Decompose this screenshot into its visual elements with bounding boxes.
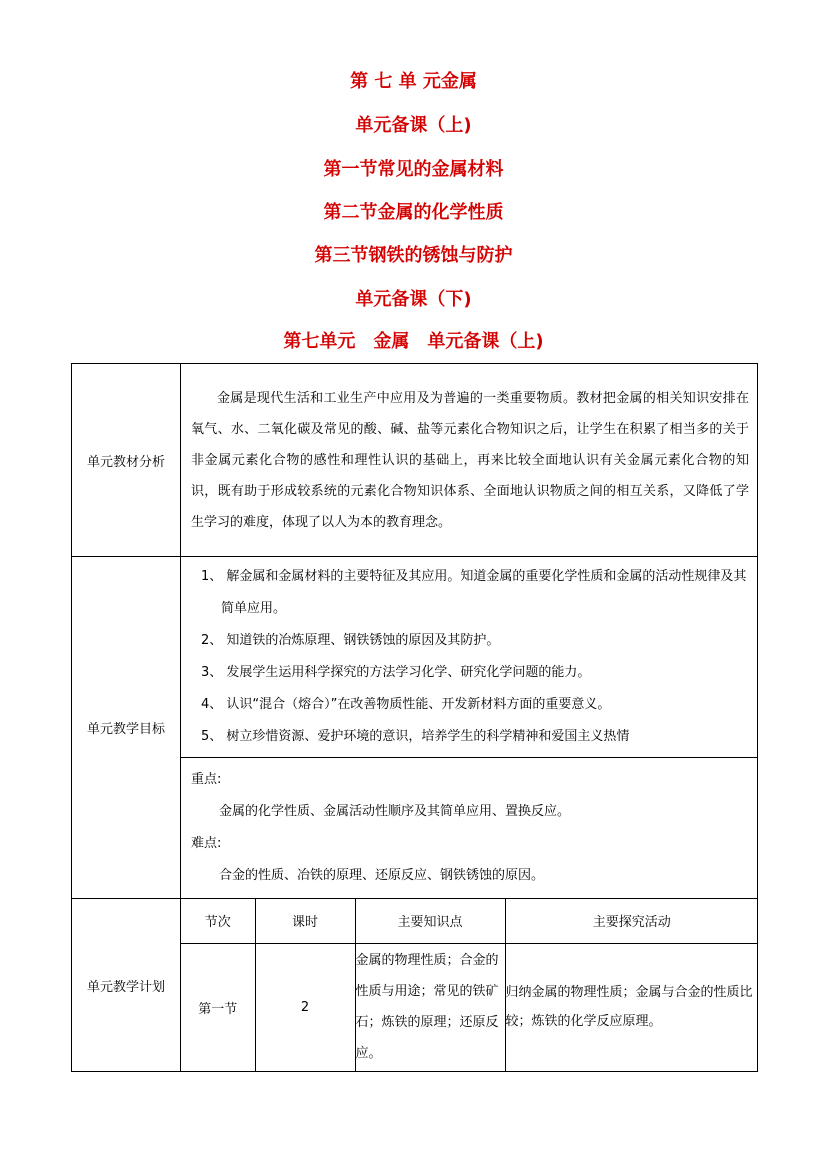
col-header-hours: 课时: [255, 899, 355, 943]
key-label: 重点:: [191, 772, 222, 787]
goal-item: 5、 树立珍惜资源、爱护环境的意识，培养学生的科学精神和爱国主义热情: [201, 729, 630, 744]
plan-row: [72, 899, 758, 1072]
cell-knowledge: 金属的物理性质；合金的性质与用途；常见的铁矿石；炼铁的原理；还原反应。: [355, 943, 505, 1071]
difficulty-label: 难点:: [191, 836, 222, 851]
table-title: 第七单元 金属 单元备课（上): [283, 331, 544, 352]
analysis-label: 单元教材分析: [72, 364, 181, 557]
goals-list: [181, 557, 757, 757]
unit-title: 第 七 单 元金属: [350, 71, 477, 92]
cell-activity: 归纳金属的物理性质；金属与合金的性质比较；炼铁的化学反应原理。: [505, 943, 758, 1071]
col-header-activity: 主要探究活动: [505, 899, 758, 943]
table-row: [181, 943, 758, 1071]
col-header-section: 节次: [181, 899, 255, 943]
goals-row: [72, 557, 758, 758]
plan-table: [181, 899, 758, 1071]
difficulty-text: 合金的性质、冶铁的原理、还原反应、钢铁锈蚀的原因。: [219, 868, 545, 883]
unit-plan-table: [71, 363, 758, 1072]
plan-label: 单元教学计划: [72, 899, 181, 1072]
goal-item: 2、 知道铁的冶炼原理、钢铁锈蚀的原因及其防护。: [201, 633, 500, 648]
key-text: 金属的化学性质、金属活动性顺序及其简单应用、置换反应。: [219, 804, 571, 819]
heading-section-1: 第一节常见的金属材料: [323, 159, 504, 180]
key-points: [181, 758, 757, 898]
goals-label: 单元教学目标: [72, 557, 181, 899]
heading-section-2: 第二节金属的化学性质: [323, 202, 504, 223]
heading-section-3: 第三节钢铁的锈蚀与防护: [314, 245, 513, 266]
analysis-text: 金属是现代生活和工业生产中应用及为普遍的一类重要物质。教材把金属的相关知识安排在氧气、水、二氧化碳及常见的酸、碱、盐等元素化合物知识之后，让学生在积累了相当多的关于非金属元素化合物的感性和理性认识的基础上，再来比较全面地认识有关金属元素化合物的知识，既有助于形成较系统的元素化合物知识体系、全面地认识物质之间的相互关系，又降低了学生学习的难度，体现了以人为本的教育理念。: [191, 390, 749, 530]
analysis-row: [72, 364, 758, 557]
heading-unit-plan-upper: 单元备课（上): [355, 115, 472, 136]
goal-item: 4、 认识“混合（熔合）”在改善物质性能、开发新材料方面的重要意义。: [201, 697, 611, 712]
cell-section: 第一节: [181, 943, 255, 1071]
plan-header-row: [181, 899, 758, 943]
heading-unit-plan-lower: 单元备课（下): [355, 289, 472, 310]
col-header-knowledge: 主要知识点: [355, 899, 505, 943]
goal-item: 3、 发展学生运用科学探究的方法学习化学、研究化学问题的能力。: [201, 665, 591, 680]
goal-item: 1、 解金属和金属材料的主要特征及其应用。知道金属的重要化学性质和金属的活动性规律及其简单应用。: [201, 569, 747, 616]
cell-hours: 2: [255, 943, 355, 1071]
